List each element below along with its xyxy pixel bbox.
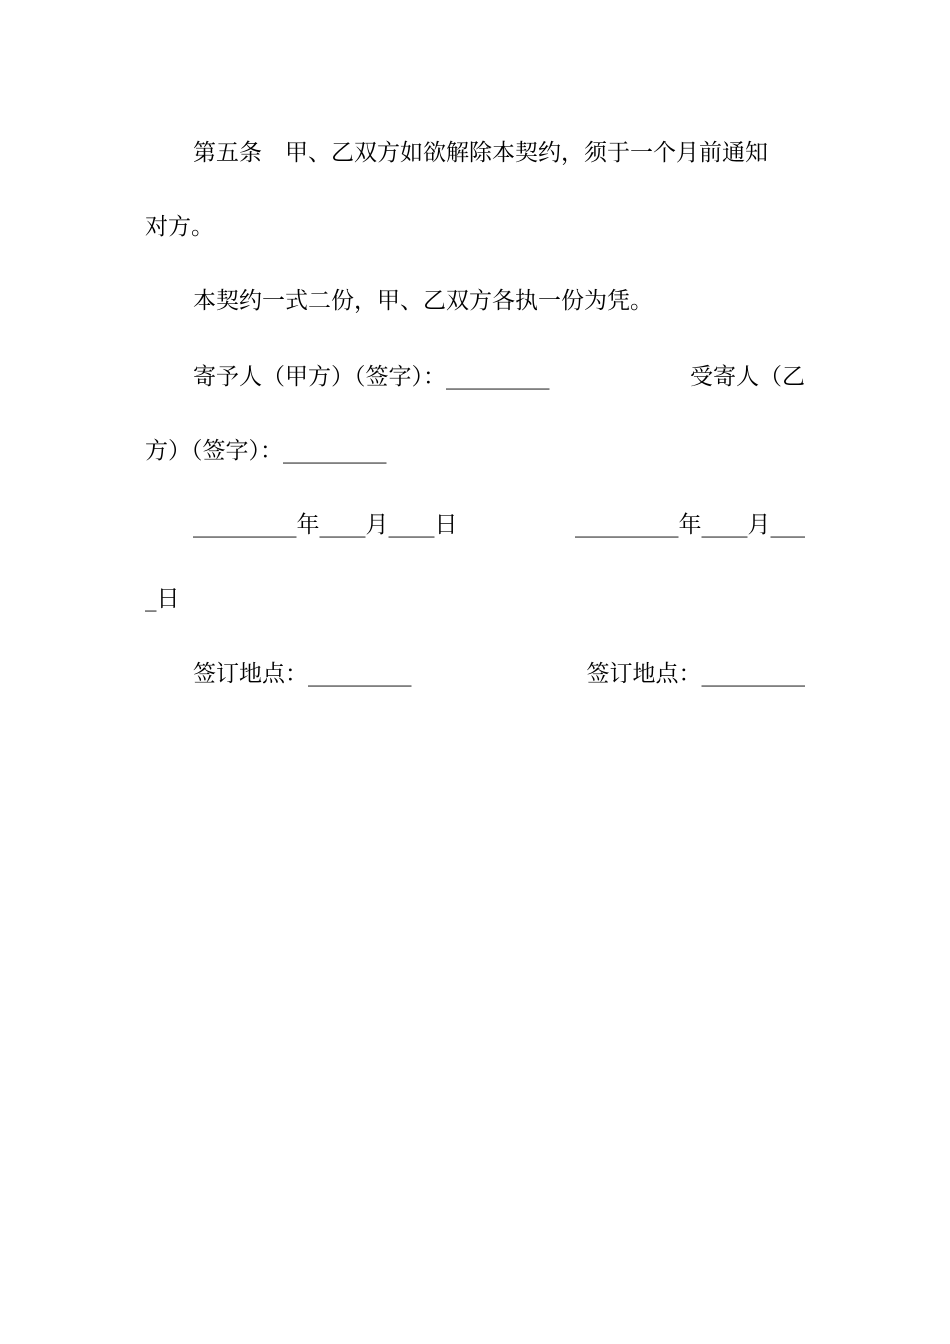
party-b-signing-place: 签订地点：_________ (586, 661, 805, 687)
signing-place-line (193, 659, 805, 689)
party-b-signature-start: 受寄人（乙 (690, 364, 805, 390)
article-five-line-2: 对方。 (145, 214, 214, 240)
date-line (193, 510, 805, 540)
party-a-date: _________年____月____日 (193, 512, 458, 538)
party-a-signing-place: 签订地点：_________ (193, 661, 412, 687)
party-b-date-continued: _日 (145, 586, 180, 612)
party-b-signature-continued: 方）（签字）：_________ (145, 438, 387, 464)
article-five-line-1: 第五条 甲、乙双方如欲解除本契约，须于一个月前通知 (193, 140, 768, 166)
copies-clause: 本契约一式二份，甲、乙双方各执一份为凭。 (193, 288, 653, 314)
party-b-date-start: _________年____月___ (575, 512, 805, 538)
party-a-signature: 寄予人（甲方）（签字）：_________ (193, 364, 550, 390)
signature-line (193, 362, 805, 392)
